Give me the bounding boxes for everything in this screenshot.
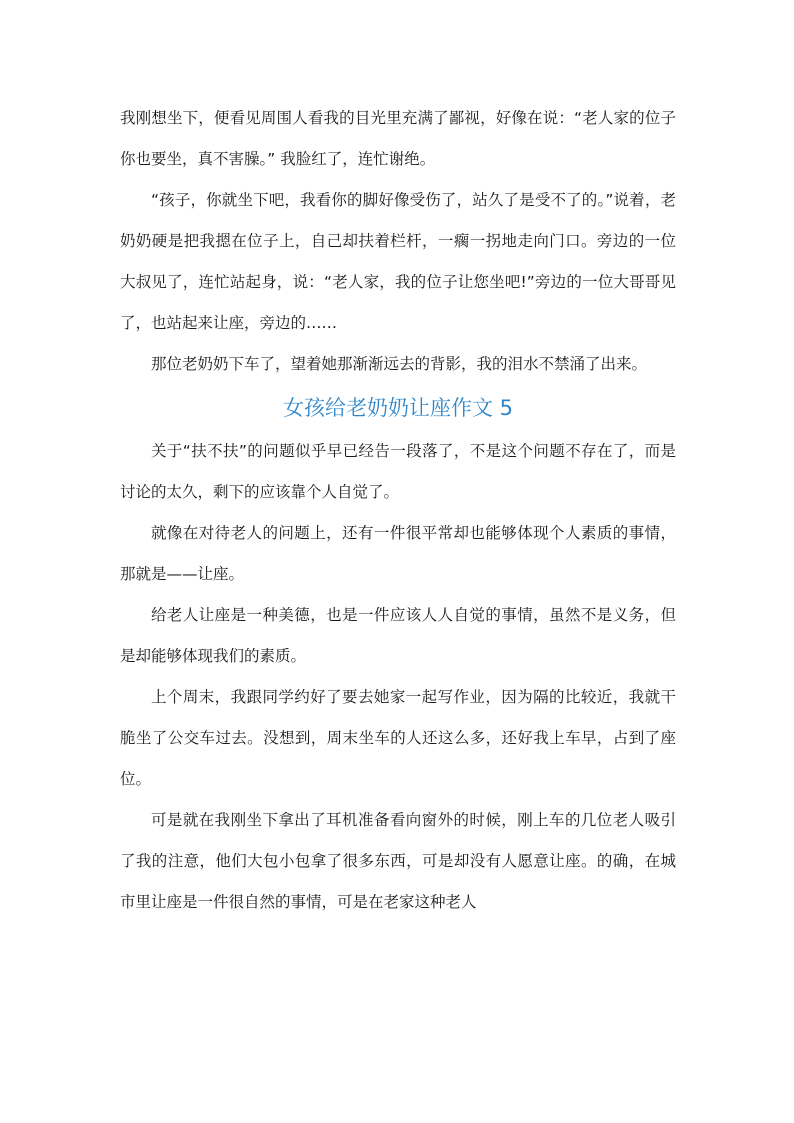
paragraph: “孩子，你就坐下吧，我看你的脚好像受伤了，站久了是受不了的。”说着，老奶奶硬是把我摁在位子上，自己却扶着栏杆，一瘸一拐地走向门口。旁边的一位大叔见了，连忙站起身，说：“老人家，我的位子让您坐吧!”旁边的一位大哥哥见了，也站起来让座，旁边的……: [120, 191, 676, 332]
document-body: [120, 98, 676, 923]
paragraph: 就像在对待老人的问题上，还有一件很平常却也能够体现个人素质的事情，那就是——让座。: [120, 524, 676, 583]
paragraph: 给老人让座是一种美德，也是一件应该人人自觉的事情，虽然不是义务，但是却能够体现我们的素质。: [120, 606, 676, 665]
paragraph: 我刚想坐下，便看见周围人看我的目光里充满了鄙视，好像在说：“老人家的位子你也要坐，真不害臊。” 我脸红了，连忙谢绝。: [120, 109, 676, 168]
paragraph: 关于“扶不扶”的问题似乎早已经告一段落了，不是这个问题不存在了，而是讨论的太久，剩下的应该靠个人自觉了。: [120, 442, 676, 501]
paragraph: 可是就在我刚坐下拿出了耳机准备看向窗外的时候，刚上车的几位老人吸引了我的注意，他们大包小包拿了很多东西，可是却没有人愿意让座。的确，在城市里让座是一件很自然的事情，可是在老家这种老人: [120, 811, 676, 911]
paragraph: 那位老奶奶下车了，望着她那渐渐远去的背影，我的泪水不禁涌了出来。: [151, 355, 648, 373]
paragraph: 上个周末，我跟同学约好了要去她家一起写作业，因为隔的比较近，我就干脆坐了公交车过去。没想到，周末坐车的人还这么多，还好我上车早，占到了座位。: [120, 688, 676, 788]
section-heading: 女孩给老奶奶让座作文 5: [282, 396, 514, 420]
